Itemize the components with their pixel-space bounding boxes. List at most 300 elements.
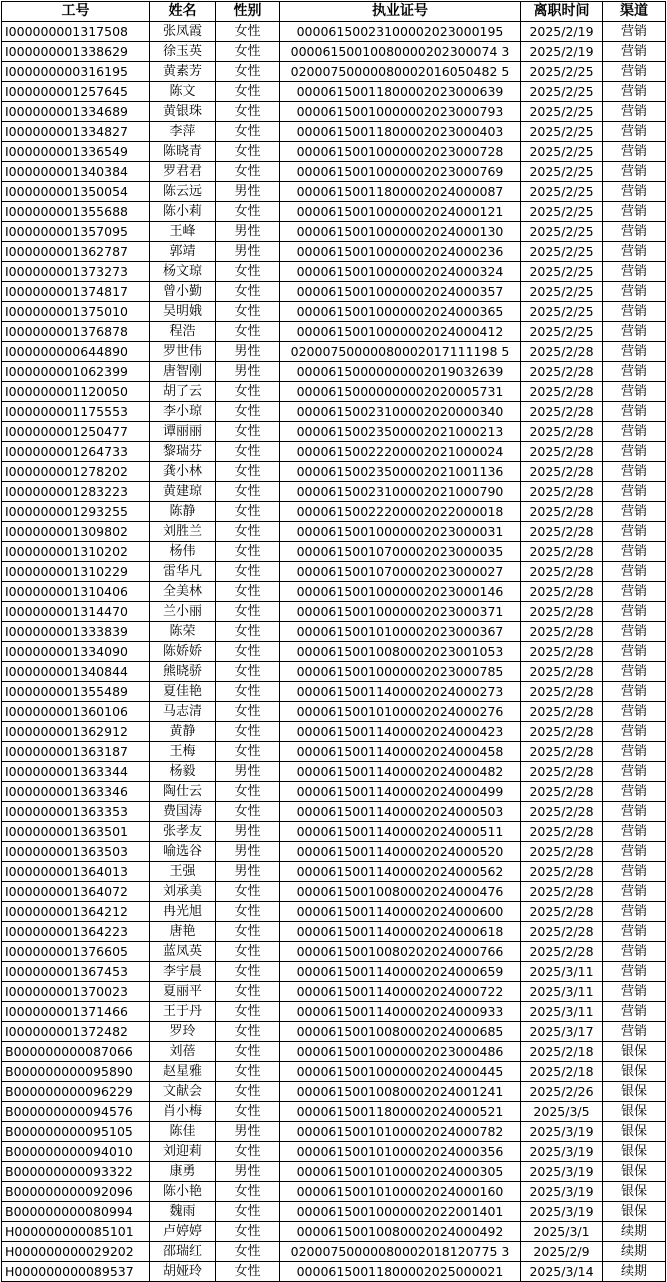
license-number-cell: 00006150010000002024000130	[280, 222, 521, 242]
license-number-cell: 00006150011400002024000562	[280, 862, 521, 882]
name-cell: 雷华凡	[150, 562, 216, 582]
table-row	[2, 1082, 666, 1102]
table-row	[2, 1222, 666, 1242]
employee-id-cell: I000000001283223	[2, 482, 150, 502]
gender-cell: 女性	[216, 1062, 280, 1082]
channel-cell: 营销	[603, 922, 666, 942]
gender-cell: 男性	[216, 242, 280, 262]
license-number-cell: 00006150011800002023000639	[280, 82, 521, 102]
license-number-cell: 00006150011400002024000511	[280, 822, 521, 842]
name-cell: 谭丽丽	[150, 422, 216, 442]
name-cell: 刘迎莉	[150, 1142, 216, 1162]
name-cell: 罗君君	[150, 162, 216, 182]
gender-cell: 女性	[216, 782, 280, 802]
channel-cell: 营销	[603, 442, 666, 462]
resignation-date-cell: 2025/2/28	[521, 482, 603, 502]
channel-cell: 营销	[603, 682, 666, 702]
table-row	[2, 722, 666, 742]
resignation-date-cell: 2025/3/11	[521, 1002, 603, 1022]
gender-cell: 女性	[216, 542, 280, 562]
channel-cell: 续期	[603, 1222, 666, 1242]
employee-id-cell: I000000001363501	[2, 822, 150, 842]
employee-id-cell: I000000001363346	[2, 782, 150, 802]
resignation-date-cell: 2025/2/28	[521, 802, 603, 822]
name-cell: 邵瑞红	[150, 1242, 216, 1262]
channel-cell: 营销	[603, 282, 666, 302]
channel-cell: 营销	[603, 642, 666, 662]
name-cell: 赵星雅	[150, 1062, 216, 1082]
employee-id-cell: B000000000080994	[2, 1202, 150, 1222]
channel-cell: 营销	[603, 962, 666, 982]
table-row	[2, 1162, 666, 1182]
name-cell: 李小琼	[150, 402, 216, 422]
gender-cell: 女性	[216, 942, 280, 962]
name-cell: 魏雨	[150, 1202, 216, 1222]
employee-id-cell: I000000000644890	[2, 342, 150, 362]
name-cell: 刘蓓	[150, 1042, 216, 1062]
name-cell: 肖小梅	[150, 1102, 216, 1122]
name-cell: 郭靖	[150, 242, 216, 262]
table-row	[2, 422, 666, 442]
employee-id-cell: I000000001373273	[2, 262, 150, 282]
license-number-cell: 00006150011400002024000722	[280, 982, 521, 1002]
resignation-table	[1, 1, 666, 1282]
gender-cell: 男性	[216, 862, 280, 882]
license-number-cell: 00006150011400002024000499	[280, 782, 521, 802]
employee-id-cell: I000000001360106	[2, 702, 150, 722]
table-row	[2, 802, 666, 822]
gender-cell: 男性	[216, 182, 280, 202]
table-row	[2, 42, 666, 62]
gender-cell: 女性	[216, 82, 280, 102]
gender-cell: 女性	[216, 622, 280, 642]
channel-cell: 营销	[603, 902, 666, 922]
employee-id-cell: I000000001338629	[2, 42, 150, 62]
license-number-cell: 00006150010100002024000356	[280, 1142, 521, 1162]
employee-id-cell: I000000001363187	[2, 742, 150, 762]
license-number-cell: 00006150010080002024000492	[280, 1222, 521, 1242]
channel-cell: 营销	[603, 202, 666, 222]
channel-cell: 营销	[603, 362, 666, 382]
resignation-date-cell: 2025/2/28	[521, 702, 603, 722]
table-row	[2, 762, 666, 782]
channel-cell: 营销	[603, 222, 666, 242]
table-row	[2, 322, 666, 342]
resignation-date-cell: 2025/2/25	[521, 242, 603, 262]
gender-cell: 女性	[216, 262, 280, 282]
gender-cell: 女性	[216, 802, 280, 822]
name-cell: 徐玉英	[150, 42, 216, 62]
resignation-date-cell: 2025/2/28	[521, 942, 603, 962]
resignation-date-cell: 2025/2/28	[521, 462, 603, 482]
resignation-date-cell: 2025/2/28	[521, 562, 603, 582]
name-cell: 刘承美	[150, 882, 216, 902]
table-row	[2, 962, 666, 982]
gender-cell: 男性	[216, 342, 280, 362]
table-row	[2, 782, 666, 802]
name-cell: 杨伟	[150, 542, 216, 562]
table-row	[2, 22, 666, 42]
name-cell: 黄静	[150, 722, 216, 742]
employee-id-cell: I000000001317508	[2, 22, 150, 42]
license-number-cell: 00006150022200002021000024	[280, 442, 521, 462]
gender-cell: 女性	[216, 382, 280, 402]
channel-cell: 银保	[603, 1082, 666, 1102]
resignation-date-cell: 2025/2/18	[521, 1062, 603, 1082]
employee-id-cell: I000000001120050	[2, 382, 150, 402]
license-number-cell: 00006150010000002024000324	[280, 262, 521, 282]
table-row	[2, 862, 666, 882]
channel-cell: 营销	[603, 422, 666, 442]
employee-id-cell: I000000001363344	[2, 762, 150, 782]
gender-cell: 女性	[216, 1202, 280, 1222]
channel-cell: 营销	[603, 562, 666, 582]
table-row	[2, 502, 666, 522]
header-resignation-date: 离职时间	[521, 2, 603, 22]
resignation-date-cell: 2025/2/25	[521, 122, 603, 142]
resignation-date-cell: 2025/2/25	[521, 142, 603, 162]
header-employee-id: 工号	[2, 2, 150, 22]
employee-id-cell: I000000001340384	[2, 162, 150, 182]
name-cell: 罗玲	[150, 1022, 216, 1042]
gender-cell: 女性	[216, 302, 280, 322]
gender-cell: 女性	[216, 482, 280, 502]
gender-cell: 女性	[216, 442, 280, 462]
table-row	[2, 1142, 666, 1162]
gender-cell: 女性	[216, 642, 280, 662]
employee-id-cell: I000000001375010	[2, 302, 150, 322]
table-row	[2, 622, 666, 642]
name-cell: 陶仕云	[150, 782, 216, 802]
resignation-date-cell: 2025/2/28	[521, 742, 603, 762]
gender-cell: 女性	[216, 1082, 280, 1102]
name-cell: 王强	[150, 862, 216, 882]
resignation-date-cell: 2025/2/28	[521, 362, 603, 382]
license-number-cell: 00006150023100002023000195	[280, 22, 521, 42]
name-cell: 龚小林	[150, 462, 216, 482]
channel-cell: 银保	[603, 1102, 666, 1122]
channel-cell: 营销	[603, 1022, 666, 1042]
employee-id-cell: I000000001293255	[2, 502, 150, 522]
header-license-number: 执业证号	[280, 2, 521, 22]
name-cell: 黄素芳	[150, 62, 216, 82]
header-gender: 性别	[216, 2, 280, 22]
gender-cell: 女性	[216, 902, 280, 922]
resignation-date-cell: 2025/2/28	[521, 662, 603, 682]
channel-cell: 营销	[603, 42, 666, 62]
license-number-cell: 00006150010100002024000782	[280, 1122, 521, 1142]
gender-cell: 女性	[216, 62, 280, 82]
name-cell: 胡了云	[150, 382, 216, 402]
name-cell: 唐智刚	[150, 362, 216, 382]
resignation-date-cell: 2025/2/18	[521, 1042, 603, 1062]
gender-cell: 男性	[216, 362, 280, 382]
resignation-date-cell: 2025/3/19	[521, 1162, 603, 1182]
channel-cell: 营销	[603, 802, 666, 822]
table-row	[2, 442, 666, 462]
gender-cell: 女性	[216, 682, 280, 702]
name-cell: 唐艳	[150, 922, 216, 942]
channel-cell: 营销	[603, 622, 666, 642]
license-number-cell: 00006150010000002023000371	[280, 602, 521, 622]
gender-cell: 女性	[216, 1142, 280, 1162]
gender-cell: 男性	[216, 822, 280, 842]
name-cell: 王峰	[150, 222, 216, 242]
name-cell: 李萍	[150, 122, 216, 142]
license-number-cell: 00006150023100002021000790	[280, 482, 521, 502]
gender-cell: 女性	[216, 1182, 280, 1202]
employee-id-cell: I000000001264733	[2, 442, 150, 462]
employee-id-cell: I000000001334090	[2, 642, 150, 662]
employee-id-cell: I000000001250477	[2, 422, 150, 442]
gender-cell: 男性	[216, 1162, 280, 1182]
table-row	[2, 1062, 666, 1082]
license-number-cell: 00006150010000002023000728	[280, 142, 521, 162]
channel-cell: 营销	[603, 702, 666, 722]
license-number-cell: 00006150010100002024000160	[280, 1182, 521, 1202]
gender-cell: 女性	[216, 562, 280, 582]
channel-cell: 营销	[603, 22, 666, 42]
channel-cell: 营销	[603, 522, 666, 542]
resignation-date-cell: 2025/2/28	[521, 342, 603, 362]
channel-cell: 营销	[603, 882, 666, 902]
gender-cell: 男性	[216, 842, 280, 862]
table-row	[2, 522, 666, 542]
name-cell: 卢婷婷	[150, 1222, 216, 1242]
table-row	[2, 602, 666, 622]
license-number-cell: 00006150011400002024000659	[280, 962, 521, 982]
channel-cell: 银保	[603, 1162, 666, 1182]
employee-id-cell: I000000001309802	[2, 522, 150, 542]
resignation-date-cell: 2025/3/14	[521, 1262, 603, 1282]
channel-cell: 营销	[603, 102, 666, 122]
channel-cell: 营销	[603, 982, 666, 1002]
table-row	[2, 1202, 666, 1222]
channel-cell: 营销	[603, 762, 666, 782]
channel-cell: 营销	[603, 1002, 666, 1022]
name-cell: 胡娅玲	[150, 1262, 216, 1282]
employee-id-cell: I000000001374817	[2, 282, 150, 302]
channel-cell: 营销	[603, 842, 666, 862]
resignation-date-cell: 2025/2/25	[521, 182, 603, 202]
employee-id-cell: B000000000093322	[2, 1162, 150, 1182]
employee-id-cell: B000000000094576	[2, 1102, 150, 1122]
employee-id-cell: H000000000085101	[2, 1222, 150, 1242]
table-row	[2, 1182, 666, 1202]
employee-id-cell: I000000001355489	[2, 682, 150, 702]
employee-id-cell: H000000000089537	[2, 1262, 150, 1282]
channel-cell: 营销	[603, 322, 666, 342]
license-number-cell: 00006150010080000202300074 3	[280, 42, 521, 62]
employee-id-cell: I000000001367453	[2, 962, 150, 982]
gender-cell: 女性	[216, 962, 280, 982]
license-number-cell: 00006150011800002023000403	[280, 122, 521, 142]
license-number-cell: 02000750000080002018120775 3	[280, 1242, 521, 1262]
table-row	[2, 1022, 666, 1042]
license-number-cell: 00006150010000002024000445	[280, 1062, 521, 1082]
header-channel: 渠道	[603, 2, 666, 22]
channel-cell: 营销	[603, 602, 666, 622]
table-row	[2, 682, 666, 702]
resignation-date-cell: 2025/2/25	[521, 282, 603, 302]
resignation-date-cell: 2025/3/19	[521, 1202, 603, 1222]
name-cell: 康勇	[150, 1162, 216, 1182]
license-number-cell: 02000750000080002017111198 5	[280, 342, 521, 362]
resignation-date-cell: 2025/2/28	[521, 862, 603, 882]
table-row	[2, 1102, 666, 1122]
employee-id-cell: I000000001357095	[2, 222, 150, 242]
license-number-cell: 00006150010000002024000365	[280, 302, 521, 322]
table-row	[2, 922, 666, 942]
license-number-cell: 00006150010100002024000305	[280, 1162, 521, 1182]
channel-cell: 营销	[603, 382, 666, 402]
table-row	[2, 202, 666, 222]
channel-cell: 银保	[603, 1182, 666, 1202]
employee-id-cell: I000000001364013	[2, 862, 150, 882]
employee-id-cell: I000000001355688	[2, 202, 150, 222]
table-row	[2, 1242, 666, 1262]
employee-id-cell: I000000001310406	[2, 582, 150, 602]
name-cell: 蓝凤英	[150, 942, 216, 962]
channel-cell: 营销	[603, 482, 666, 502]
resignation-date-cell: 2025/2/28	[521, 782, 603, 802]
resignation-date-cell: 2025/2/28	[521, 622, 603, 642]
license-number-cell: 00006150000000002020005731	[280, 382, 521, 402]
gender-cell: 女性	[216, 22, 280, 42]
channel-cell: 续期	[603, 1262, 666, 1282]
name-cell: 陈佳	[150, 1122, 216, 1142]
employee-id-cell: I000000001362787	[2, 242, 150, 262]
channel-cell: 银保	[603, 1062, 666, 1082]
name-cell: 陈小艳	[150, 1182, 216, 1202]
table-row	[2, 1042, 666, 1062]
license-number-cell: 00006150010000002023000146	[280, 582, 521, 602]
resignation-date-cell: 2025/2/25	[521, 302, 603, 322]
license-number-cell: 00006150023100002020000340	[280, 402, 521, 422]
channel-cell: 营销	[603, 122, 666, 142]
channel-cell: 营销	[603, 342, 666, 362]
gender-cell: 女性	[216, 462, 280, 482]
license-number-cell: 00006150022200002022000018	[280, 502, 521, 522]
employee-id-cell: I000000001334689	[2, 102, 150, 122]
resignation-date-cell: 2025/2/19	[521, 42, 603, 62]
table-row	[2, 1002, 666, 1022]
gender-cell: 女性	[216, 1262, 280, 1282]
employee-id-cell: I000000001314470	[2, 602, 150, 622]
resignation-date-cell: 2025/3/19	[521, 1142, 603, 1162]
resignation-date-cell: 2025/2/28	[521, 902, 603, 922]
license-number-cell: 02000750000080002016050482 5	[280, 62, 521, 82]
gender-cell: 女性	[216, 742, 280, 762]
employee-id-cell: I000000001363353	[2, 802, 150, 822]
resignation-date-cell: 2025/2/28	[521, 602, 603, 622]
employee-id-cell: I000000001370023	[2, 982, 150, 1002]
resignation-date-cell: 2025/2/28	[521, 642, 603, 662]
resignation-date-cell: 2025/3/11	[521, 962, 603, 982]
gender-cell: 女性	[216, 42, 280, 62]
table-row	[2, 662, 666, 682]
license-number-cell: 00006150011800002024000521	[280, 1102, 521, 1122]
resignation-date-cell: 2025/2/28	[521, 822, 603, 842]
name-cell: 熊晓骄	[150, 662, 216, 682]
gender-cell: 女性	[216, 502, 280, 522]
resignation-date-cell: 2025/2/28	[521, 442, 603, 462]
employee-id-cell: I000000001333839	[2, 622, 150, 642]
employee-id-cell: B000000000092096	[2, 1182, 150, 1202]
employee-id-cell: I000000000316195	[2, 62, 150, 82]
gender-cell: 女性	[216, 422, 280, 442]
employee-id-cell: I000000001257645	[2, 82, 150, 102]
resignation-date-cell: 2025/2/25	[521, 82, 603, 102]
resignation-date-cell: 2025/3/19	[521, 1122, 603, 1142]
name-cell: 吴明娥	[150, 302, 216, 322]
channel-cell: 营销	[603, 542, 666, 562]
gender-cell: 女性	[216, 1102, 280, 1122]
license-number-cell: 00006150011400002024000503	[280, 802, 521, 822]
table-row	[2, 62, 666, 82]
name-cell: 陈荣	[150, 622, 216, 642]
resignation-date-cell: 2025/2/28	[521, 382, 603, 402]
resignation-date-cell: 2025/2/28	[521, 422, 603, 442]
employee-id-cell: B000000000095890	[2, 1062, 150, 1082]
license-number-cell: 00006150010100002024000276	[280, 702, 521, 722]
table-row	[2, 162, 666, 182]
name-cell: 陈文	[150, 82, 216, 102]
table-row	[2, 482, 666, 502]
name-cell: 夏佳艳	[150, 682, 216, 702]
license-number-cell: 00006150010000002024000412	[280, 322, 521, 342]
table-row	[2, 822, 666, 842]
name-cell: 喻选谷	[150, 842, 216, 862]
name-cell: 曾小勤	[150, 282, 216, 302]
resignation-date-cell: 2025/2/28	[521, 582, 603, 602]
name-cell: 杨文琼	[150, 262, 216, 282]
channel-cell: 银保	[603, 1202, 666, 1222]
table-row	[2, 1262, 666, 1282]
channel-cell: 营销	[603, 262, 666, 282]
employee-id-cell: I000000001340844	[2, 662, 150, 682]
employee-id-cell: I000000001376605	[2, 942, 150, 962]
table-row	[2, 642, 666, 662]
name-cell: 黎瑞芬	[150, 442, 216, 462]
gender-cell: 女性	[216, 582, 280, 602]
channel-cell: 营销	[603, 302, 666, 322]
resignation-date-cell: 2025/2/25	[521, 62, 603, 82]
name-cell: 王于丹	[150, 1002, 216, 1022]
employee-id-cell: B000000000096229	[2, 1082, 150, 1102]
license-number-cell: 00006150010080002024001241	[280, 1082, 521, 1102]
resignation-date-cell: 2025/2/28	[521, 402, 603, 422]
channel-cell: 银保	[603, 1142, 666, 1162]
table-row	[2, 582, 666, 602]
channel-cell: 营销	[603, 242, 666, 262]
employee-id-cell: I000000001336549	[2, 142, 150, 162]
table-row	[2, 402, 666, 422]
license-number-cell: 00006150023500002021000213	[280, 422, 521, 442]
table-row	[2, 1122, 666, 1142]
resignation-date-cell: 2025/2/28	[521, 882, 603, 902]
name-cell: 刘胜兰	[150, 522, 216, 542]
gender-cell: 女性	[216, 102, 280, 122]
channel-cell: 营销	[603, 942, 666, 962]
channel-cell: 续期	[603, 1242, 666, 1262]
license-number-cell: 00006150010000002023000793	[280, 102, 521, 122]
employee-id-cell: I000000001062399	[2, 362, 150, 382]
employee-id-cell: I000000001372482	[2, 1022, 150, 1042]
header-name: 姓名	[150, 2, 216, 22]
channel-cell: 营销	[603, 782, 666, 802]
employee-id-cell: I000000001278202	[2, 462, 150, 482]
